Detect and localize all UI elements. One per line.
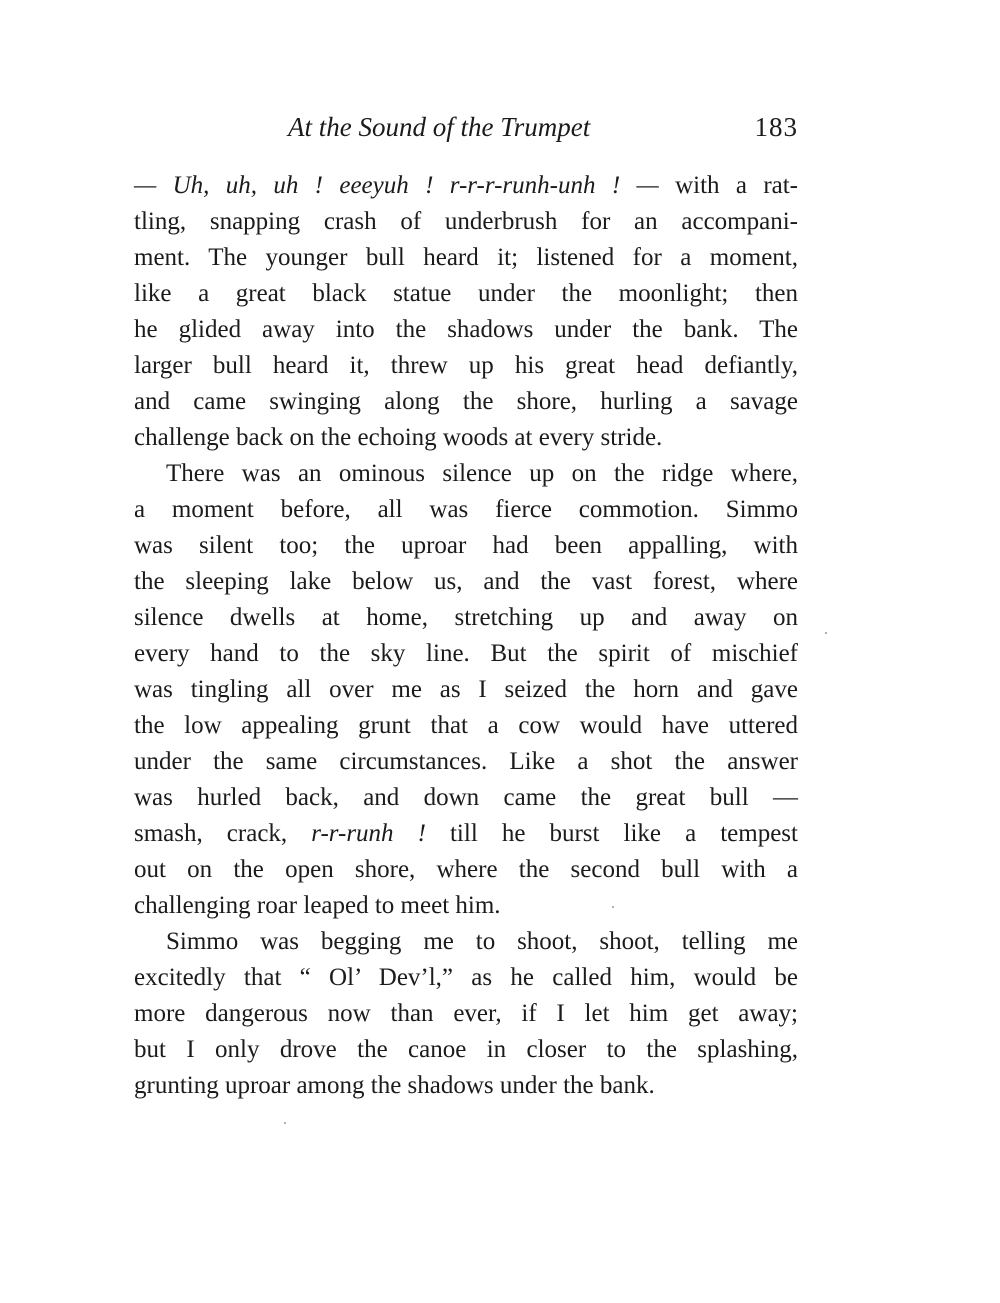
text-line [134,1032,798,1068]
paragraph [134,924,798,1104]
italic-text: r-r-runh ! [311,820,426,847]
text-line [134,708,798,744]
text-run: he glided away into the shadows under the bank. The [134,316,798,343]
text-run: with a rat- [675,172,799,199]
text-line [134,312,798,348]
text-line [134,600,798,636]
text-run: challenging roar leaped to meet him. [134,892,501,919]
running-head [134,112,798,152]
text-run: larger bull heard it, threw up his great head defiantly, [134,352,798,379]
text-line [134,960,798,996]
text-line [134,672,798,708]
text-run: the sleeping lake below us, and the vast forest, where [134,568,798,595]
text-run: was hurled back, and down came the great bull — [134,784,798,811]
italic-text: — Uh, uh, uh ! eeeyuh ! r-r-r-runh-unh ! — [134,172,676,199]
text-line [134,564,798,600]
text-line [134,780,798,816]
text-run: till he burst like a tempest [425,820,798,847]
text-line [134,996,798,1032]
text-run: tling, snapping crash of underbrush for an accompani- [134,208,798,235]
text-line [134,528,798,564]
text-run: the low appealing grunt that a cow would have uttered [134,712,798,739]
text-run: There was an ominous silence up on the ridge where, [166,460,798,487]
text-run: every hand to the sky line. But the spirit of mischief [134,640,798,667]
running-head-title: At the Sound of the Trumpet [288,112,591,142]
text-run: ment. The younger bull heard it; listened for a moment, [134,244,798,271]
text-line [134,348,798,384]
text-line [134,420,798,456]
text-run: smash, crack, [134,820,312,847]
text-line [134,744,798,780]
text-line [134,888,798,924]
page-number: 183 [754,112,798,142]
text-line [134,852,798,888]
text-run: Simmo was begging me to shoot, shoot, telling me [166,928,798,955]
paragraph [134,456,798,924]
body-text [134,168,798,1104]
text-line [134,276,798,312]
text-run: more dangerous now than ever, if I let him get away; [134,1000,798,1027]
print-speck [284,1122,286,1124]
text-line [134,240,798,276]
text-run: out on the open shore, where the second bull with a [134,856,798,883]
text-run: challenge back on the echoing woods at every stride. [134,424,663,451]
text-line [134,816,798,852]
text-run: under the same circumstances. Like a shot the answer [134,748,798,775]
text-run: was tingling all over me as I seized the horn and gave [134,676,798,703]
text-run: excitedly that “ Ol’ Dev’l,” as he called him, would be [134,964,798,991]
text-line [134,924,798,960]
text-line [134,384,798,420]
paragraph [134,168,798,456]
text-run: was silent too; the uproar had been appalling, with [134,532,798,559]
text-line [134,1068,798,1104]
text-run: silence dwells at home, stretching up and away on [134,604,798,631]
text-run: but I only drove the canoe in closer to the splashing, [134,1036,798,1063]
text-line [134,204,798,240]
text-run: grunting uproar among the shadows under the bank. [134,1072,655,1099]
print-speck [825,632,827,634]
text-line [134,168,798,204]
text-run: like a great black statue under the moonlight; then [134,280,798,307]
text-line [134,456,798,492]
text-line [134,636,798,672]
text-run: and came swinging along the shore, hurling a savage [134,388,798,415]
text-run: a moment before, all was fierce commotion. Simmo [134,496,798,523]
text-line [134,492,798,528]
print-speck [612,906,614,908]
